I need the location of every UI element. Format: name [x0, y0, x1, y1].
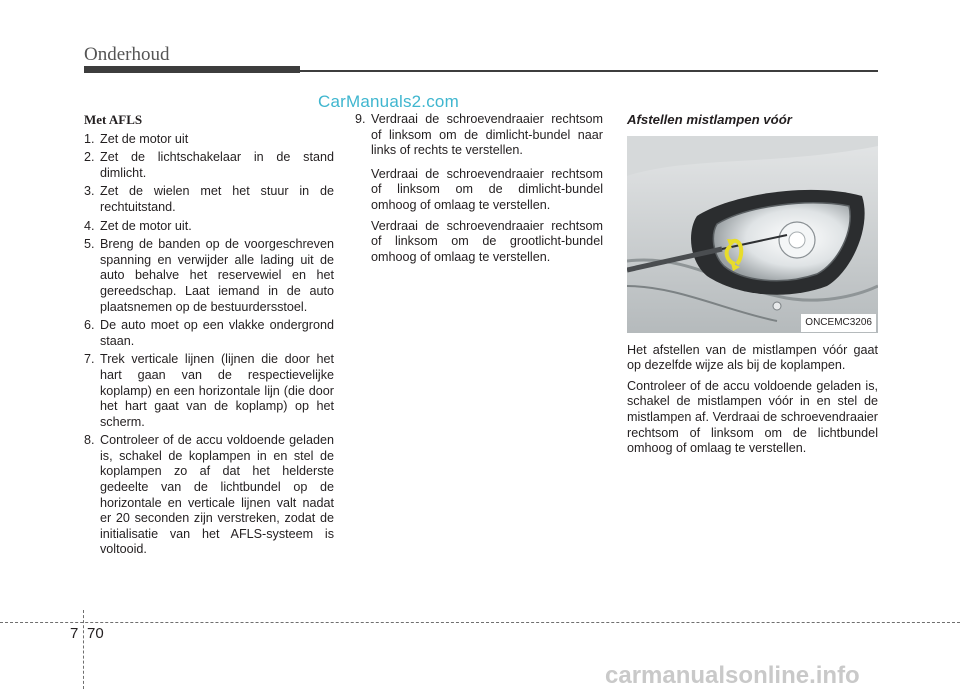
- step-text: Zet de motor uit.: [100, 218, 192, 233]
- fog-lamp-paragraph: Het afstellen van de mistlampen vóór gaat op dezelfde wijze als bij de koplampen.: [627, 342, 878, 373]
- fog-lamp-paragraph: Controleer of de accu voldoende geladen is, schakel de mistlampen vóór in en stel de mistlampen af. Verdraai de schroevendraaier rechtsom of linksom om de lichtbundel omhoog of omlaag te verstellen.: [627, 378, 878, 456]
- step-number: 7.: [84, 352, 95, 367]
- step-number: 1.: [84, 131, 95, 146]
- step-number: 8.: [84, 433, 95, 448]
- step-number: 4.: [84, 218, 95, 233]
- figure-caption: ONCEMC3206: [801, 314, 876, 332]
- step-paragraph: Verdraai de schroevendraaier rechtsom of linksom om de grootlicht-bundel omhoog of omlaag te verstellen.: [371, 218, 603, 264]
- right-column: [627, 112, 878, 462]
- header-rule-thin: [300, 70, 878, 72]
- page-number: 70: [87, 625, 104, 642]
- list-item: [84, 318, 334, 349]
- list-item: [84, 150, 334, 181]
- list-item: [84, 184, 334, 215]
- list-item: [84, 219, 334, 235]
- list-item: [84, 433, 334, 558]
- left-column: [84, 112, 334, 561]
- step-text: Zet de lichtschakelaar in de stand dimlicht.: [100, 150, 334, 180]
- watermark-top[interactable]: CarManuals2.com: [318, 92, 459, 111]
- footer-divider: [0, 622, 960, 623]
- fog-lamp-adjustment-figure: [627, 136, 878, 333]
- step-text: De auto moet op een vlakke ondergrond staan.: [100, 318, 334, 348]
- step-text: Breng de banden op de voorgeschreven spanning en verwijder alle lading uit de auto behalve het reservewiel en het gereedschap. Laat iemand in de auto plaatsnemen op de bestuurdersstoel.: [100, 237, 334, 314]
- step-text: Zet de motor uit: [100, 131, 189, 146]
- step-text: Controleer of de accu voldoende geladen is, schakel de koplampen in en stel de koplampen zo af dat het helderste gedeelte van de lichtbundel op de horizontale en verticale lijnen valt nadat er 20 seconden zijn verstreken, zodat de initialisatie van het AFLS-systeem is voltooid.: [100, 433, 334, 557]
- list-item: [84, 132, 334, 148]
- step-number: 6.: [84, 318, 95, 333]
- list-item: [84, 237, 334, 315]
- header-rule-thick: [84, 66, 300, 73]
- step-text: Zet de wielen met het stuur in de rechtuitstand.: [100, 184, 334, 214]
- step-paragraph: Verdraai de schroevendraaier rechtsom of linksom om de dimlicht-bundel omhoog of omlaag te verstellen.: [371, 166, 603, 212]
- step-number: 9.: [355, 112, 366, 126]
- step-number: 2.: [84, 150, 95, 165]
- section-heading-fog-lamps: Afstellen mistlampen vóór: [627, 112, 792, 127]
- section-heading-afls: Met AFLS: [84, 112, 143, 127]
- fog-lamp-illustration: [627, 136, 878, 333]
- page-section-title: Onderhoud: [84, 44, 170, 65]
- chapter-number: 7: [70, 625, 79, 642]
- step-number: 3.: [84, 184, 95, 199]
- middle-column: [355, 112, 603, 270]
- step-text: Trek verticale lijnen (lijnen die door het hart gaan van de respectievelijke koplamp) en een horizontale lijn (die door het hart gaat van de koplamp) op het scherm.: [100, 352, 334, 429]
- watermark-bottom[interactable]: carmanualsonline.info: [605, 662, 860, 689]
- footer-vertical-divider: [83, 610, 84, 689]
- list-item: [84, 352, 334, 430]
- step-number: 5.: [84, 237, 95, 252]
- step-text: Verdraai de schroevendraaier rechtsom of linksom om de dimlicht-bundel naar links of rechts te verstellen.: [371, 112, 603, 158]
- list-item: [355, 112, 603, 164]
